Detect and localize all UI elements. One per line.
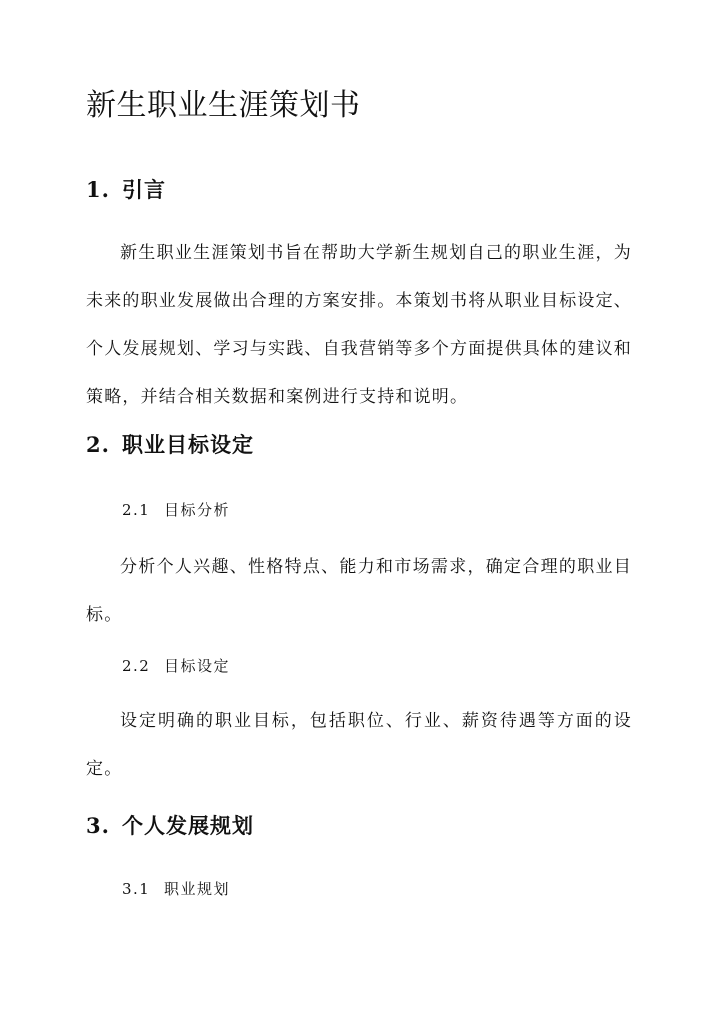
section-number: 1.: [86, 177, 110, 202]
section-heading-career-goals: [86, 430, 254, 460]
subsection-number: 3.1: [122, 880, 151, 898]
section-number: 2.: [86, 432, 110, 457]
section-paragraph-intro: 新生职业生涯策划书旨在帮助大学新生规划自己的职业生涯，为未来的职业发展做出合理的方案安排。本策划书将从职业目标设定、个人发展规划、学习与实践、自我营销等多个方面提供具体的建议和策略，并结合相关数据和案例进行支持和说明。: [86, 243, 632, 407]
section-heading-intro: [86, 175, 166, 205]
section-number: 3.: [86, 813, 110, 838]
subsection-paragraph-goal-analysis: 分析个人兴趣、性格特点、能力和市场需求，确定合理的职业目标。: [86, 557, 632, 625]
subsection-heading-career-planning: [122, 877, 230, 901]
subsection-heading-goal-setting: [122, 654, 230, 678]
subsection-paragraph-goal-setting: 设定明确的职业目标，包括职位、行业、薪资待遇等方面的设定。: [86, 711, 632, 779]
section-title: 个人发展规划: [122, 813, 254, 838]
subsection-title: 目标设定: [164, 657, 231, 675]
document-title: 新生职业生涯策划书: [86, 88, 361, 123]
subsection-number: 2.2: [122, 657, 151, 675]
subsection-title: 目标分析: [164, 501, 231, 519]
subsection-number: 2.1: [122, 501, 151, 519]
subsection-heading-goal-analysis: [122, 498, 230, 522]
section-title: 引言: [122, 177, 166, 202]
subsection-title: 职业规划: [164, 880, 231, 898]
section-title: 职业目标设定: [122, 432, 254, 457]
section-heading-personal-development: [86, 811, 254, 841]
